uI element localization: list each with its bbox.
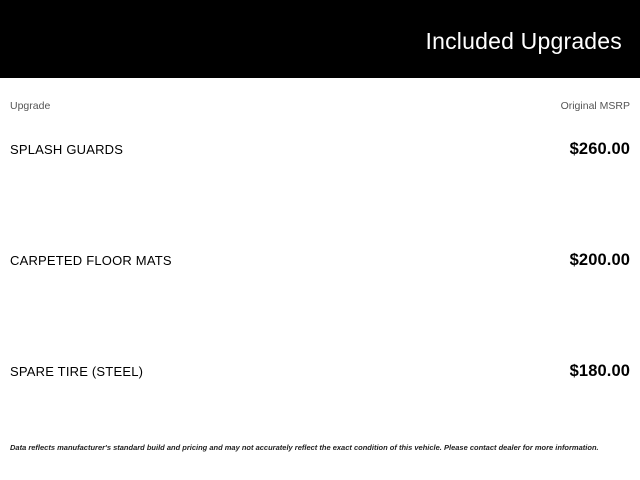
upgrade-price: $200.00	[569, 251, 630, 269]
content-area	[0, 100, 640, 473]
upgrade-price: $180.00	[569, 362, 630, 380]
column-header-msrp: Original MSRP	[560, 100, 630, 112]
upgrades-list	[10, 140, 630, 473]
disclaimer-text: Data reflects manufacturer's standard build and pricing and may not accurately reflect the exact condition of this vehicle. Please contact dealer for more information.	[10, 443, 599, 452]
table-row	[10, 140, 630, 251]
upgrade-name: CARPETED FLOOR MATS	[10, 253, 172, 268]
upgrade-price: $260.00	[569, 140, 630, 158]
column-header-upgrade: Upgrade	[10, 100, 51, 112]
upgrade-name: SPARE TIRE (STEEL)	[10, 364, 144, 379]
table-row	[10, 251, 630, 362]
table-column-headers	[10, 100, 630, 112]
table-row	[10, 362, 630, 473]
upgrade-name: SPLASH GUARDS	[10, 142, 124, 157]
page-title: Included Upgrades	[425, 27, 622, 54]
page-header	[0, 0, 640, 78]
